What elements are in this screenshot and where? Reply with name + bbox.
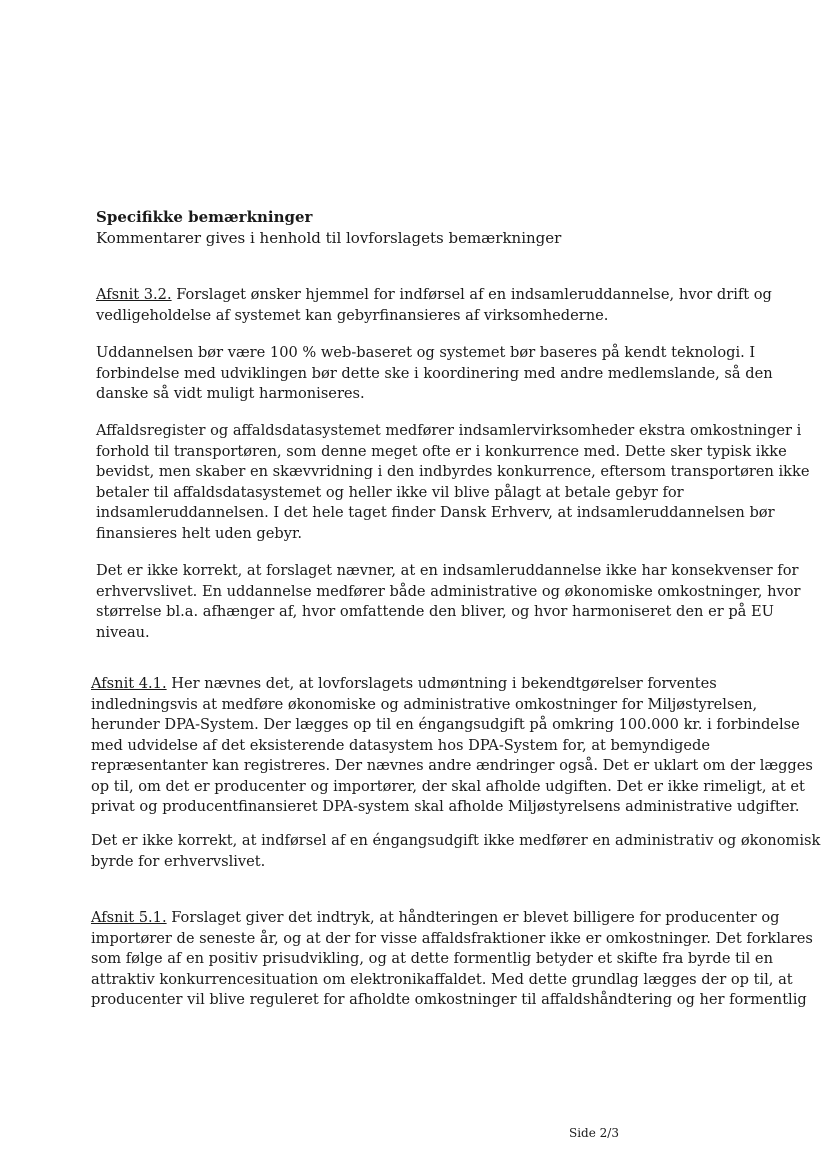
line-text: Forslaget ønsker hjemmel for indførsel af en indsamleruddannelse, hvor drift og — [171, 286, 772, 303]
text-line: vedligeholdelse af systemet kan gebyrfinansieres af virksomhederne. — [96, 306, 609, 324]
text-line: producenter vil blive reguleret for afholdte omkostninger til affaldshåndtering og her formentlig — [91, 991, 807, 1008]
text-line: Affaldsregister og affaldsdatasystemet medfører indsamlervirksomheder ekstra omkostninger i — [96, 422, 802, 439]
text-line: indledningsvis at medføre økonomiske og administrative omkostninger for Miljøstyrelsen, — [91, 695, 758, 713]
text-line — [91, 908, 813, 929]
page-number: Side 2/3 — [569, 1126, 619, 1140]
text-line: forbindelse med udviklingen bør dette ske i koordinering med andre medlemslande, så den — [96, 364, 773, 382]
section-subheading: Kommentarer gives i henhold til lovforslagets bemærkninger — [96, 229, 562, 247]
text-line — [91, 674, 813, 695]
text-line: forhold til transportøren, som denne meget ofte er i konkurrence med. Dette sker typisk ikke — [96, 442, 787, 460]
section-reference: Afsnit 4.1. — [91, 675, 167, 692]
section-reference: Afsnit 3.2. — [96, 286, 172, 303]
text-line: byrde for erhvervslivet. — [91, 852, 266, 870]
text-line: indsamleruddannelsen. I det hele taget finder Dansk Erhverv, at indsamleruddannelsen bør — [96, 504, 775, 521]
paragraph-konsekvenser — [96, 561, 800, 643]
paragraph-afsnit-5-1 — [91, 908, 813, 1011]
text-line: finansieres helt uden gebyr. — [96, 524, 302, 542]
text-line: med udvidelse af det eksisterende datasystem hos DPA-System for, at bemyndigede — [91, 736, 710, 754]
section-heading: Specifikke bemærkninger — [96, 208, 313, 226]
paragraph-uddannelse — [96, 343, 773, 405]
text-line: betaler til affaldsdatasystemet og heller ikke vil blive pålagt at betale gebyr for — [96, 483, 684, 501]
text-line: importører de seneste år, og at der for visse affaldsfraktioner ikke er omkostninger. Det forklares — [91, 929, 813, 947]
text-line: privat og producentfinansieret DPA-system skal afholde Miljøstyrelsens administrative udgifter. — [91, 798, 800, 815]
text-line: bevidst, men skaber en skævvridning i den indbyrdes konkurrence, eftersom transportøren ikke — [96, 463, 810, 480]
text-line — [96, 285, 772, 306]
text-line: Det er ikke korrekt, at indførsel af en éngangsudgift ikke medfører en administrativ og økonomisk — [91, 832, 821, 849]
paragraph-afsnit-3-2 — [96, 285, 772, 326]
text-line: som følge af en positiv prisudvikling, og at dette formentlig betyder et skifte fra byrde til en — [91, 950, 773, 967]
paragraph-affaldsregister — [96, 421, 810, 544]
text-line: erhvervslivet. En uddannelse medfører både administrative og økonomiske omkostninger, hvor — [96, 582, 801, 600]
text-line: herunder DPA-System. Der lægges op til en éngangsudgift på omkring 100.000 kr. i forbindelse — [91, 716, 800, 733]
text-line: størrelse bl.a. afhænger af, hvor omfattende den bliver, og hvor harmoniseret den er på EU — [96, 603, 774, 620]
section-reference: Afsnit 5.1. — [91, 909, 167, 926]
text-line: Uddannelsen bør være 100 % web-baseret og systemet bør baseres på kendt teknologi. I — [96, 344, 756, 361]
paragraph-afsnit-4-1 — [91, 674, 813, 818]
line-text: Forslaget giver det indtryk, at håndteringen er blevet billigere for producenter og — [166, 909, 780, 926]
text-line: attraktiv konkurrencesituation om elektronikaffaldet. Med dette grundlag lægges der op til, at — [91, 970, 793, 988]
text-line: danske så vidt muligt harmoniseres. — [96, 385, 365, 402]
paragraph-engangsudgift — [91, 831, 820, 872]
text-line: repræsentanter kan registreres. Der nævnes andre ændringer også. Det er uklart om der lægges — [91, 757, 813, 774]
text-line: op til, om det er producenter og importører, der skal afholde udgiften. Det er ikke rimeligt, at et — [91, 777, 805, 795]
line-text: Her nævnes det, at lovforslagets udmøntning i bekendtgørelser forventes — [166, 675, 717, 692]
text-line: niveau. — [96, 623, 150, 641]
text-line: Det er ikke korrekt, at forslaget nævner, at en indsamleruddannelse ikke har konsekvenser for — [96, 562, 799, 579]
